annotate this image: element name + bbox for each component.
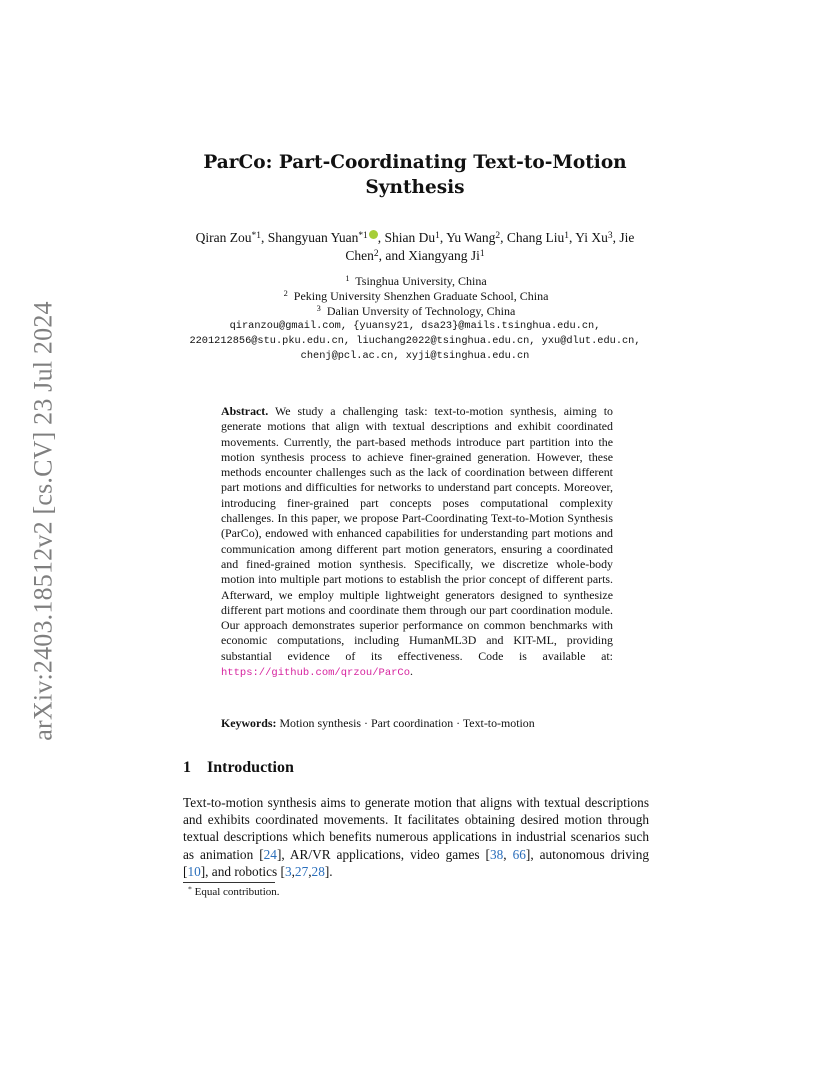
author: Yu Wang [446, 230, 496, 245]
title-line-2: Synthesis [365, 177, 465, 198]
affiliation [190, 289, 642, 304]
author-sup: *1 [358, 230, 368, 241]
intro-text: ], and robotics [ [200, 863, 285, 879]
abstract-text: We study a challenging task: text-to-motion synthesis, aiming to generate motions that align with textual descriptions and exhibit coordinated movements. Currently, the part-based methods introduce part partition into the motion synthesis process to achieve finer-grained generation. However, these methods encounter challenges such as the lack of coordination between different part motions and difficulties for networks to understand part concepts. Moreover, introducing finer-grained part concepts poses computational complexity challenges. In this paper, we propose Part-Coordinating Text-to-Motion Synthesis (ParCo), endowed with enhanced capabilities for understanding part motions and communication among different part motion generators, ensuring a coordinated and fined-grained motion synthesis. Specifically, we discretize whole-body motion into multiple part motions to establish the prior concept of different parts. Afterward, we employ multiple lightweight generators designed to synthesize different part motions and coordinate them through our part coordination module. Our approach demonstrates superior performance on common benchmarks with economic computations, including HumanML3D and KIT-ML, providing substantial evidence of its effectiveness. Code is available at: [221, 404, 613, 663]
citation-link[interactable]: 38 [489, 846, 504, 862]
keywords-text: Motion synthesis · Part coordination · Text-to-motion [279, 716, 535, 730]
orcid-icon[interactable] [369, 230, 378, 239]
citation-link[interactable]: 27 [294, 863, 309, 879]
affiliation-num: 3 [316, 303, 321, 313]
intro-text: ], AR/VR applications, video games [ [276, 846, 490, 862]
author-sup: 3 [607, 230, 613, 241]
affiliation-num: 2 [283, 289, 288, 299]
footnote-text: Equal contribution. [194, 886, 280, 898]
citation-link[interactable]: 66 [512, 846, 526, 862]
keywords [221, 716, 613, 731]
intro-text: , [503, 846, 513, 862]
citation-link[interactable]: 28 [311, 863, 325, 879]
author-sup: *1 [251, 230, 261, 241]
section-title-text: Introduction [207, 759, 294, 776]
author: Jie Chen [345, 230, 635, 263]
citation-link[interactable]: 10 [187, 863, 201, 879]
author-sup: 2 [495, 230, 501, 241]
affiliations [190, 274, 642, 318]
affiliation [190, 304, 642, 319]
section-number: 1 [183, 759, 191, 776]
author-list: Qiran Zou$^{*1}$, Shangyuan Yuan$^{*1}$ , Shian Du$^1$, Yu Wang$^2$, Chang Liu$^1$, Yi Xu$^3$, Jie Chen$^2$, and Xiangyang Ji$^1$ [195, 230, 635, 263]
footnote-mark: * [188, 884, 192, 894]
intro-text: ]. [324, 863, 333, 879]
author: Chang Liu [506, 230, 565, 245]
author-sup: 1 [435, 230, 440, 241]
intro-text: Text-to-motion synthesis aims to generate motion that aligns with textual descriptions and exhibits coordinated movements. It facilitates obtaining desired motion through textual descriptions which benefits numerous applications in industrial scenarios such as animation [ [183, 795, 649, 862]
affiliation-text: Dalian Unversity of Technology, China [326, 303, 516, 318]
email-line: chenj@pcl.ac.cn, xyji@tsinghua.edu.cn [300, 350, 530, 362]
email-line: qiranzou@gmail.com, {yuansy21, dsa23}@mails.tsinghua.edu.cn, [229, 320, 601, 332]
affiliation [190, 274, 642, 289]
keywords-label: Keywords: [221, 716, 277, 730]
intro-paragraph: Text-to-motion synthesis aims to generate motion that aligns with textual descriptions and exhibits coordinated movements. It facilitates obtaining desired motion through textual descriptions which benefits numerous applications in industrial scenarios such as animation [24], AR/VR applications, video games [38, 66], autonomous driving [10], and robotics [3,27,28]. [183, 795, 650, 879]
citation-link[interactable]: 3 [284, 863, 292, 879]
author: Yi Xu [575, 230, 608, 245]
affiliation-text: Tsinghua University, China [355, 274, 487, 288]
abstract-label: Abstract. [221, 404, 269, 418]
footnote-rule [183, 882, 275, 883]
citation-link[interactable]: 24 [263, 846, 277, 862]
author-sup: 1 [479, 248, 485, 259]
author-sup: 2 [373, 248, 379, 259]
author: Qiran Zou [195, 230, 252, 245]
paper-title [170, 150, 660, 200]
author-emails [170, 319, 660, 364]
affiliation-num: 1 [345, 274, 350, 284]
abstract: Abstract. We study a challenging task: text-to-motion synthesis, aiming to generate motions that align with textual descriptions and exhibit coordinated movements. Currently, the part-based methods introduce part partition into the motion synthesis process to achieve finer-grained generation. However, these methods encounter challenges such as the lack of coordination between different part motions and difficulties for networks to understand part concepts. Moreover, introducing finer-grained part concepts poses computational complexity challenges. In this paper, we propose Part-Coordinating Text-to-Motion Synthesis (ParCo), endowed with enhanced capabilities for understanding part motions and communication among different part motion generators, ensuring a coordinated and fined-grained motion synthesis. Specifically, we discretize whole-body motion into multiple part motions to establish the prior concept of different parts. Afterward, we employ multiple lightweight generators designed to synthesize different part motions and coordinate them through our part coordination module. Our approach demonstrates superior performance on common benchmarks with economic computations, including HumanML3D and KIT-ML, providing substantial evidence of its effectiveness. Code is available at: https://github.com/qrzou/ParCo. [221, 404, 613, 680]
arxiv-id-text: arXiv:2403.18512v2 [cs.CV] 23 Jul 2024 [29, 301, 58, 741]
title-line-1: ParCo: Part-Coordinating Text-to-Motion [203, 152, 627, 173]
arxiv-identifier [26, 286, 62, 756]
code-link[interactable]: https://github.com/qrzou/ParCo [221, 667, 411, 680]
affiliation-text: Peking University Shenzhen Graduate School, China [293, 288, 549, 303]
intro-text: ], autonomous driving [ [183, 846, 650, 879]
author: Shian Du [384, 230, 436, 245]
footnote [188, 886, 280, 898]
author-sup: 1 [564, 230, 569, 241]
author: Xiangyang Ji [408, 248, 480, 263]
email-line: 2201212856@stu.pku.edu.cn, liuchang2022@tsinghua.edu.cn, yxu@dlut.edu.cn, [189, 335, 641, 347]
author: Shangyuan Yuan [267, 230, 359, 245]
section-heading [183, 759, 294, 777]
